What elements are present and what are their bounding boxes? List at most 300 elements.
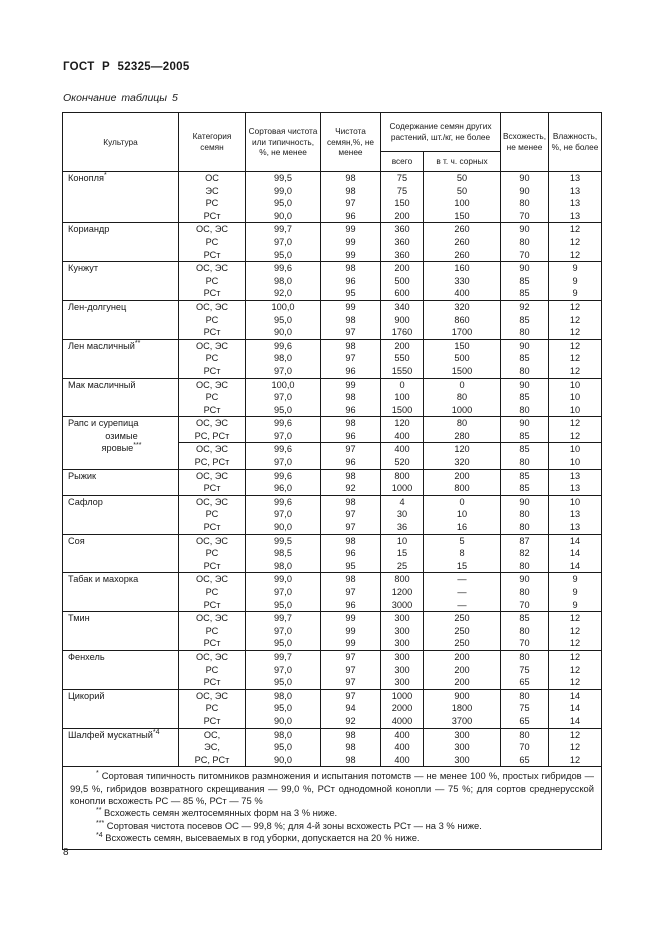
value-cell: 90: [501, 573, 549, 586]
value-cell: 100,0: [246, 378, 321, 391]
category-cell: ЭС: [179, 185, 246, 198]
value-cell: 98: [321, 495, 381, 508]
category-cell: ОС, ЭС: [179, 300, 246, 313]
value-cell: 92,0: [246, 287, 321, 300]
value-cell: 95,0: [246, 404, 321, 417]
value-cell: 95,0: [246, 197, 321, 210]
culture-name-line: Лен масличный**: [68, 339, 141, 351]
value-cell: 4000: [381, 715, 424, 728]
category-cell: ОС, ЭС: [179, 469, 246, 482]
value-cell: 14: [549, 715, 602, 728]
value-cell: 97: [321, 676, 381, 689]
footnote: $^{*4}$ Всхожесть семян, высеваемых в год уборки, допускается на 20 % ниже.: [96, 831, 420, 843]
category-cell: ОС, ЭС: [179, 339, 246, 352]
value-cell: 14: [549, 534, 602, 547]
value-cell: 95,0: [246, 314, 321, 327]
value-cell: 87: [501, 534, 549, 547]
value-cell: 12: [549, 223, 602, 236]
seed-standards-table: [62, 112, 602, 850]
table-row: [63, 378, 602, 391]
value-cell: 99,0: [246, 573, 321, 586]
category-cell: ОС, ЭС: [179, 378, 246, 391]
category-cell: ОС, ЭС: [179, 612, 246, 625]
value-cell: 98: [321, 534, 381, 547]
value-cell: 96: [321, 365, 381, 378]
col-varietal-purity: Сортовая чистота или типичность, %, не менее: [246, 113, 321, 172]
culture-name-line: Фенхель: [68, 651, 105, 662]
value-cell: 70: [501, 599, 549, 612]
value-cell: 75: [381, 185, 424, 198]
value-cell: 300: [381, 625, 424, 638]
value-cell: 30: [381, 508, 424, 521]
value-cell: 80: [501, 560, 549, 573]
value-cell: 12: [549, 326, 602, 339]
value-cell: 10: [424, 508, 501, 521]
value-cell: 0: [381, 378, 424, 391]
value-cell: 75: [501, 702, 549, 715]
culture-group: [63, 689, 602, 728]
value-cell: 96: [321, 599, 381, 612]
footnote-marker: *: [103, 171, 107, 179]
culture-name-line: озимые: [105, 430, 138, 441]
col-other-seeds: Содержание семян других растений, шт./кг, не более: [381, 113, 501, 152]
culture-cell: [63, 650, 179, 689]
value-cell: 300: [381, 637, 424, 650]
value-cell: 90: [501, 495, 549, 508]
culture-group: [63, 223, 602, 262]
category-cell: РСт: [179, 404, 246, 417]
value-cell: 98,0: [246, 275, 321, 288]
table-row: [63, 689, 602, 702]
value-cell: 97,0: [246, 586, 321, 599]
value-cell: 80: [501, 236, 549, 249]
value-cell: 98: [321, 469, 381, 482]
value-cell: 95: [321, 560, 381, 573]
value-cell: 300: [424, 728, 501, 741]
value-cell: 99,7: [246, 223, 321, 236]
value-cell: 300: [381, 664, 424, 677]
value-cell: 12: [549, 236, 602, 249]
value-cell: 70: [501, 249, 549, 262]
value-cell: 85: [501, 430, 549, 443]
value-cell: 80: [501, 650, 549, 663]
value-cell: 85: [501, 275, 549, 288]
category-cell: ОС, ЭС: [179, 262, 246, 275]
culture-group: [63, 172, 602, 223]
value-cell: 80: [424, 417, 501, 430]
value-cell: 99,6: [246, 495, 321, 508]
culture-name-line: Конопля*: [68, 171, 107, 183]
culture-group: [63, 378, 602, 417]
value-cell: 250: [424, 625, 501, 638]
value-cell: 5: [424, 534, 501, 547]
culture-cell: [63, 339, 179, 378]
col-moisture: Влажность, %, не более: [549, 113, 602, 172]
value-cell: 500: [424, 352, 501, 365]
value-cell: 97: [321, 521, 381, 534]
category-cell: РСт: [179, 287, 246, 300]
value-cell: 400: [381, 430, 424, 443]
value-cell: 90,0: [246, 326, 321, 339]
col-seed-purity: Чистота семян,%, не менее: [321, 113, 381, 172]
culture-group: [63, 300, 602, 339]
value-cell: 92: [321, 715, 381, 728]
value-cell: 70: [501, 210, 549, 223]
value-cell: 12: [549, 676, 602, 689]
value-cell: 600: [381, 287, 424, 300]
value-cell: 98: [321, 728, 381, 741]
culture-name-line: Лен-долгунец: [68, 301, 127, 312]
value-cell: 12: [549, 625, 602, 638]
culture-name-line: Табак и махорка: [68, 574, 139, 585]
value-cell: 80: [501, 689, 549, 702]
category-cell: ОС, ЭС: [179, 443, 246, 456]
value-cell: 80: [501, 404, 549, 417]
value-cell: 97: [321, 664, 381, 677]
value-cell: 200: [424, 664, 501, 677]
value-cell: 550: [381, 352, 424, 365]
value-cell: 400: [424, 287, 501, 300]
value-cell: 12: [549, 365, 602, 378]
footnotes-block: [63, 767, 602, 850]
value-cell: 10: [549, 378, 602, 391]
culture-group: [63, 495, 602, 534]
col-other-seeds-total: всего: [381, 152, 424, 172]
table-row: [63, 469, 602, 482]
table-row: [63, 612, 602, 625]
value-cell: 85: [501, 391, 549, 404]
value-cell: 14: [549, 702, 602, 715]
table-row: [63, 262, 602, 275]
value-cell: 250: [424, 612, 501, 625]
value-cell: 99,6: [246, 469, 321, 482]
value-cell: 98,5: [246, 547, 321, 560]
value-cell: 12: [549, 664, 602, 677]
value-cell: 1800: [424, 702, 501, 715]
value-cell: 82: [501, 547, 549, 560]
value-cell: 12: [549, 339, 602, 352]
category-cell: ОС, ЭС: [179, 650, 246, 663]
value-cell: 9: [549, 275, 602, 288]
culture-cell: [63, 728, 179, 767]
col-culture: Культура: [63, 113, 179, 172]
value-cell: 90: [501, 262, 549, 275]
value-cell: 80: [501, 625, 549, 638]
value-cell: 85: [501, 482, 549, 495]
value-cell: 99,7: [246, 650, 321, 663]
value-cell: 97,0: [246, 365, 321, 378]
value-cell: 12: [549, 612, 602, 625]
category-cell: РСт: [179, 560, 246, 573]
value-cell: 80: [501, 521, 549, 534]
value-cell: 97,0: [246, 391, 321, 404]
value-cell: 98: [321, 339, 381, 352]
col-other-seeds-weeds: в т. ч. сорных: [424, 152, 501, 172]
col-category: Категория семян: [179, 113, 246, 172]
culture-group: [63, 728, 602, 767]
value-cell: 200: [424, 650, 501, 663]
value-cell: 98,0: [246, 352, 321, 365]
value-cell: 99: [321, 378, 381, 391]
culture-name-line: Шалфей мускатный$^{*4}$: [68, 728, 160, 740]
table-row: [63, 650, 602, 663]
value-cell: 2000: [381, 702, 424, 715]
value-cell: 100,0: [246, 300, 321, 313]
value-cell: 100: [424, 197, 501, 210]
value-cell: 95,0: [246, 637, 321, 650]
category-cell: РСт: [179, 715, 246, 728]
culture-group: [63, 469, 602, 495]
value-cell: 9: [549, 262, 602, 275]
value-cell: 13: [549, 210, 602, 223]
value-cell: 97: [321, 586, 381, 599]
value-cell: 95,0: [246, 599, 321, 612]
value-cell: 14: [549, 547, 602, 560]
value-cell: 96,0: [246, 482, 321, 495]
value-cell: 95: [321, 287, 381, 300]
category-cell: РС: [179, 236, 246, 249]
culture-name-line: Рапс и сурепица: [68, 418, 139, 429]
value-cell: 900: [381, 314, 424, 327]
category-cell: РСт: [179, 482, 246, 495]
value-cell: 150: [424, 210, 501, 223]
value-cell: 260: [424, 223, 501, 236]
category-cell: ОС, ЭС: [179, 495, 246, 508]
category-cell: РСт: [179, 326, 246, 339]
value-cell: 92: [321, 482, 381, 495]
value-cell: 80: [501, 456, 549, 469]
footnote-marker: ***: [133, 442, 142, 450]
category-cell: РСт: [179, 599, 246, 612]
category-cell: РС: [179, 314, 246, 327]
value-cell: 13: [549, 482, 602, 495]
value-cell: 0: [424, 378, 501, 391]
value-cell: 15: [381, 547, 424, 560]
value-cell: 98: [321, 741, 381, 754]
value-cell: 13: [549, 172, 602, 185]
value-cell: 10: [549, 495, 602, 508]
value-cell: 320: [424, 300, 501, 313]
category-cell: РС: [179, 508, 246, 521]
value-cell: 94: [321, 702, 381, 715]
value-cell: 98: [321, 417, 381, 430]
value-cell: 120: [381, 417, 424, 430]
value-cell: 12: [549, 637, 602, 650]
value-cell: 97: [321, 650, 381, 663]
value-cell: 85: [501, 443, 549, 456]
value-cell: 360: [381, 236, 424, 249]
value-cell: 10: [549, 391, 602, 404]
value-cell: 520: [381, 456, 424, 469]
value-cell: 97: [321, 352, 381, 365]
value-cell: 1550: [381, 365, 424, 378]
value-cell: 85: [501, 314, 549, 327]
value-cell: 97: [321, 443, 381, 456]
table-caption: Окончание таблицы 5: [63, 92, 178, 104]
value-cell: 98: [321, 172, 381, 185]
footnote-marker: *: [96, 770, 99, 778]
value-cell: 860: [424, 314, 501, 327]
value-cell: 98: [321, 391, 381, 404]
value-cell: 97: [321, 326, 381, 339]
value-cell: 90: [501, 185, 549, 198]
value-cell: 99,7: [246, 612, 321, 625]
footnote-marker: *4: [152, 728, 160, 736]
value-cell: 90,0: [246, 715, 321, 728]
culture-name-line: Кунжут: [68, 263, 99, 274]
value-cell: 97: [321, 197, 381, 210]
value-cell: 800: [381, 469, 424, 482]
footnote-marker: **: [96, 807, 102, 815]
value-cell: 10: [549, 404, 602, 417]
value-cell: 400: [381, 741, 424, 754]
value-cell: 9: [549, 599, 602, 612]
category-cell: РС, РСт: [179, 430, 246, 443]
table-row: [63, 534, 602, 547]
category-cell: РСт: [179, 210, 246, 223]
value-cell: 99: [321, 223, 381, 236]
category-cell: РС, РСт: [179, 754, 246, 767]
value-cell: 12: [549, 300, 602, 313]
value-cell: —: [424, 573, 501, 586]
value-cell: 90: [501, 339, 549, 352]
table-row: [63, 300, 602, 313]
value-cell: 98: [321, 573, 381, 586]
value-cell: 14: [549, 560, 602, 573]
category-cell: ОС, ЭС: [179, 223, 246, 236]
value-cell: 13: [549, 197, 602, 210]
value-cell: 1000: [424, 404, 501, 417]
value-cell: 200: [424, 469, 501, 482]
value-cell: 330: [424, 275, 501, 288]
value-cell: 95,0: [246, 676, 321, 689]
value-cell: 99,0: [246, 185, 321, 198]
page-number: 8: [63, 847, 69, 858]
value-cell: 98: [321, 754, 381, 767]
value-cell: 280: [424, 430, 501, 443]
value-cell: 90: [501, 378, 549, 391]
value-cell: 12: [549, 754, 602, 767]
value-cell: 90: [501, 172, 549, 185]
value-cell: 80: [501, 508, 549, 521]
value-cell: 300: [424, 754, 501, 767]
value-cell: 200: [381, 210, 424, 223]
value-cell: 150: [381, 197, 424, 210]
value-cell: 80: [501, 728, 549, 741]
category-cell: РС: [179, 625, 246, 638]
culture-name-line: Тмин: [68, 613, 90, 624]
value-cell: 3000: [381, 599, 424, 612]
category-cell: РС: [179, 702, 246, 715]
value-cell: 10: [549, 443, 602, 456]
value-cell: 3700: [424, 715, 501, 728]
value-cell: 80: [501, 197, 549, 210]
value-cell: 96: [321, 430, 381, 443]
value-cell: 1760: [381, 326, 424, 339]
value-cell: 96: [321, 404, 381, 417]
culture-cell: [63, 495, 179, 534]
category-cell: ОС,: [179, 728, 246, 741]
value-cell: 99,6: [246, 262, 321, 275]
value-cell: 13: [549, 508, 602, 521]
value-cell: 9: [549, 287, 602, 300]
value-cell: 360: [381, 249, 424, 262]
category-cell: РСт: [179, 365, 246, 378]
value-cell: 96: [321, 275, 381, 288]
culture-group: [63, 339, 602, 378]
footnote: ** Всхожесть семян желтосемянных форм на 3 % ниже.: [96, 807, 338, 819]
value-cell: 96: [321, 210, 381, 223]
value-cell: 9: [549, 586, 602, 599]
value-cell: 9: [549, 573, 602, 586]
culture-group: [63, 534, 602, 573]
culture-name-line: Сафлор: [68, 496, 103, 507]
value-cell: 90,0: [246, 521, 321, 534]
value-cell: 98,0: [246, 689, 321, 702]
value-cell: 65: [501, 715, 549, 728]
value-cell: 99: [321, 625, 381, 638]
value-cell: 98: [321, 185, 381, 198]
value-cell: 1700: [424, 326, 501, 339]
value-cell: 13: [549, 521, 602, 534]
value-cell: 50: [424, 185, 501, 198]
value-cell: 12: [549, 352, 602, 365]
value-cell: 90: [501, 223, 549, 236]
value-cell: 65: [501, 676, 549, 689]
value-cell: 99: [321, 236, 381, 249]
value-cell: 99: [321, 249, 381, 262]
category-cell: РСт: [179, 249, 246, 262]
value-cell: 200: [424, 676, 501, 689]
category-cell: РС: [179, 197, 246, 210]
culture-cell: [63, 300, 179, 339]
footnote-marker: ***: [96, 819, 105, 827]
value-cell: 70: [501, 741, 549, 754]
value-cell: 95,0: [246, 249, 321, 262]
culture-name-line: Рыжик: [68, 470, 97, 481]
value-cell: 100: [381, 391, 424, 404]
value-cell: 70: [501, 637, 549, 650]
value-cell: 12: [549, 249, 602, 262]
category-cell: РСт: [179, 676, 246, 689]
culture-group: [63, 612, 602, 651]
category-cell: ОС, ЭС: [179, 534, 246, 547]
value-cell: 95,0: [246, 702, 321, 715]
value-cell: 1200: [381, 586, 424, 599]
value-cell: 250: [424, 637, 501, 650]
culture-cell: [63, 612, 179, 651]
value-cell: 98: [321, 262, 381, 275]
culture-name-line: Кориандр: [68, 224, 110, 235]
value-cell: 85: [501, 612, 549, 625]
table-row: [63, 223, 602, 236]
culture-cell: [63, 378, 179, 417]
doc-standard-number: ГОСТ Р 52325—2005: [63, 61, 190, 73]
value-cell: 99,5: [246, 172, 321, 185]
table-row: [63, 339, 602, 352]
category-cell: РС: [179, 352, 246, 365]
category-cell: ОС, ЭС: [179, 417, 246, 430]
col-germination: Всхожесть, не менее: [501, 113, 549, 172]
category-cell: ОС, ЭС: [179, 689, 246, 702]
value-cell: 400: [381, 728, 424, 741]
value-cell: 15: [424, 560, 501, 573]
value-cell: 98,0: [246, 728, 321, 741]
value-cell: 260: [424, 236, 501, 249]
value-cell: 98,0: [246, 560, 321, 573]
table-row: [63, 495, 602, 508]
value-cell: 97,0: [246, 664, 321, 677]
